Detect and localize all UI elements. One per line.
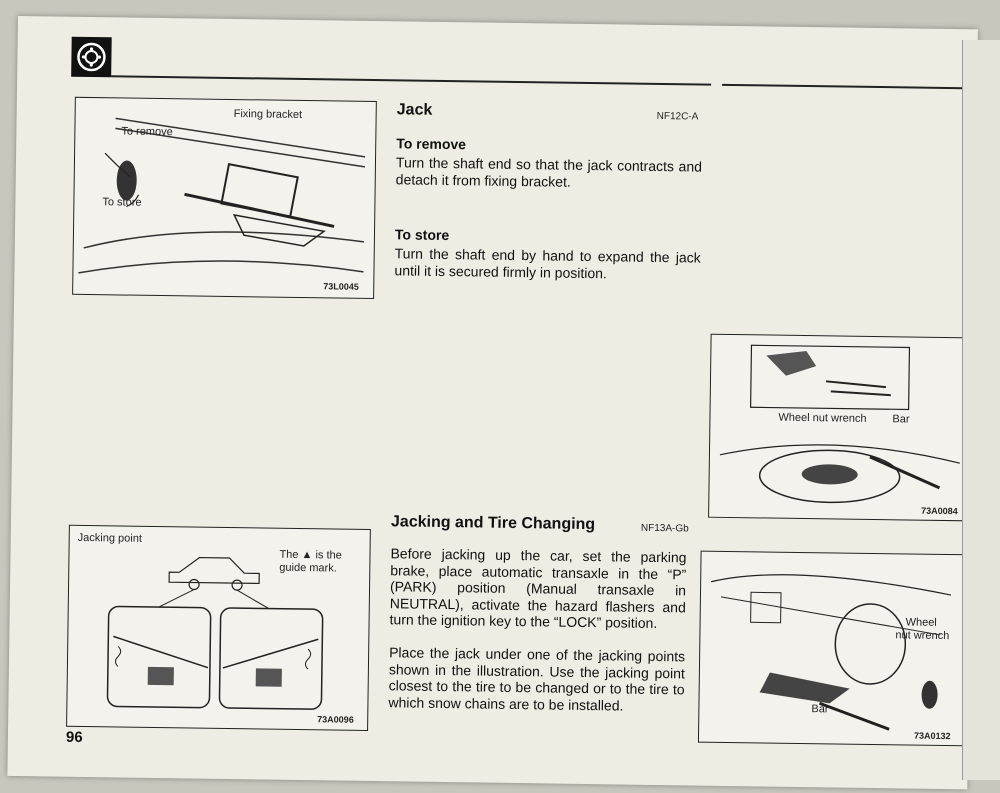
figure-code: 73A0132 (913, 730, 951, 742)
figure-code: 73A0096 (317, 714, 354, 725)
bar-label: Bar (892, 413, 910, 426)
fixing-bracket-label: Fixing bracket (233, 108, 303, 121)
nut-wrench-label: nut wrench (895, 629, 950, 643)
guide-mark-label (279, 549, 342, 576)
guide-mark-label-part3: guide mark. (279, 561, 337, 575)
guide-mark-label-part2: is the (315, 549, 342, 562)
header-rule-left (111, 75, 711, 85)
jacking-instructions-2: Place the jack under one of the jacking points shown in the illustration. Use the jacking point closest to the tire to be changed or to the tire to which snow chains are to be installed. (388, 644, 686, 714)
bar-label: Bar (811, 703, 829, 716)
manual-page (7, 16, 978, 789)
wheel-nut-wrench-label: Wheel nut wrench (778, 411, 867, 425)
wrench-figure (708, 334, 971, 522)
jacking-point-figure (66, 525, 371, 731)
wheel-icon (71, 37, 112, 78)
wheel-label: Wheel (905, 616, 937, 629)
adjacent-page-edge (962, 40, 1000, 780)
header-rule-right (722, 84, 972, 89)
spare-tire-illustration (709, 335, 970, 521)
to-store-text: Turn the shaft end by hand to expand the jack until it is secured firmly in position. (394, 245, 701, 281)
jacking-instructions-1: Before jacking up the car, set the parking brake, place automatic transaxle in the “P” (PARK) position (Manual transaxle in NEUTRAL), activate the hazard flashers and turn the ignition key to the “LOCK” position. (389, 545, 687, 631)
to-store-label: To store (102, 196, 142, 209)
guide-mark-label-part1: The (279, 548, 299, 561)
jack-figure (72, 97, 377, 299)
up-arrow-icon: ▲ (301, 549, 313, 562)
jacking-car-figure (698, 551, 968, 747)
figure-code: 73A0084 (921, 505, 958, 517)
to-remove-heading: To remove (396, 135, 467, 153)
jacking-section-code: NF13A-Gb (640, 522, 689, 535)
jacking-point-label: Jacking point (77, 531, 143, 545)
jacking-heading: Jacking and Tire Changing (390, 513, 596, 534)
figure-code: 73L0045 (323, 281, 359, 292)
to-remove-text: Turn the shaft end so that the jack contracts and detach it from fixing bracket. (395, 154, 703, 190)
jacking-car-illustration (699, 552, 967, 746)
jack-section-code: NF12C-A (656, 110, 699, 123)
jack-heading: Jack (396, 101, 433, 119)
to-remove-label: To remove (121, 125, 173, 139)
page-number: 96 (65, 728, 83, 746)
to-store-heading: To store (394, 226, 450, 244)
